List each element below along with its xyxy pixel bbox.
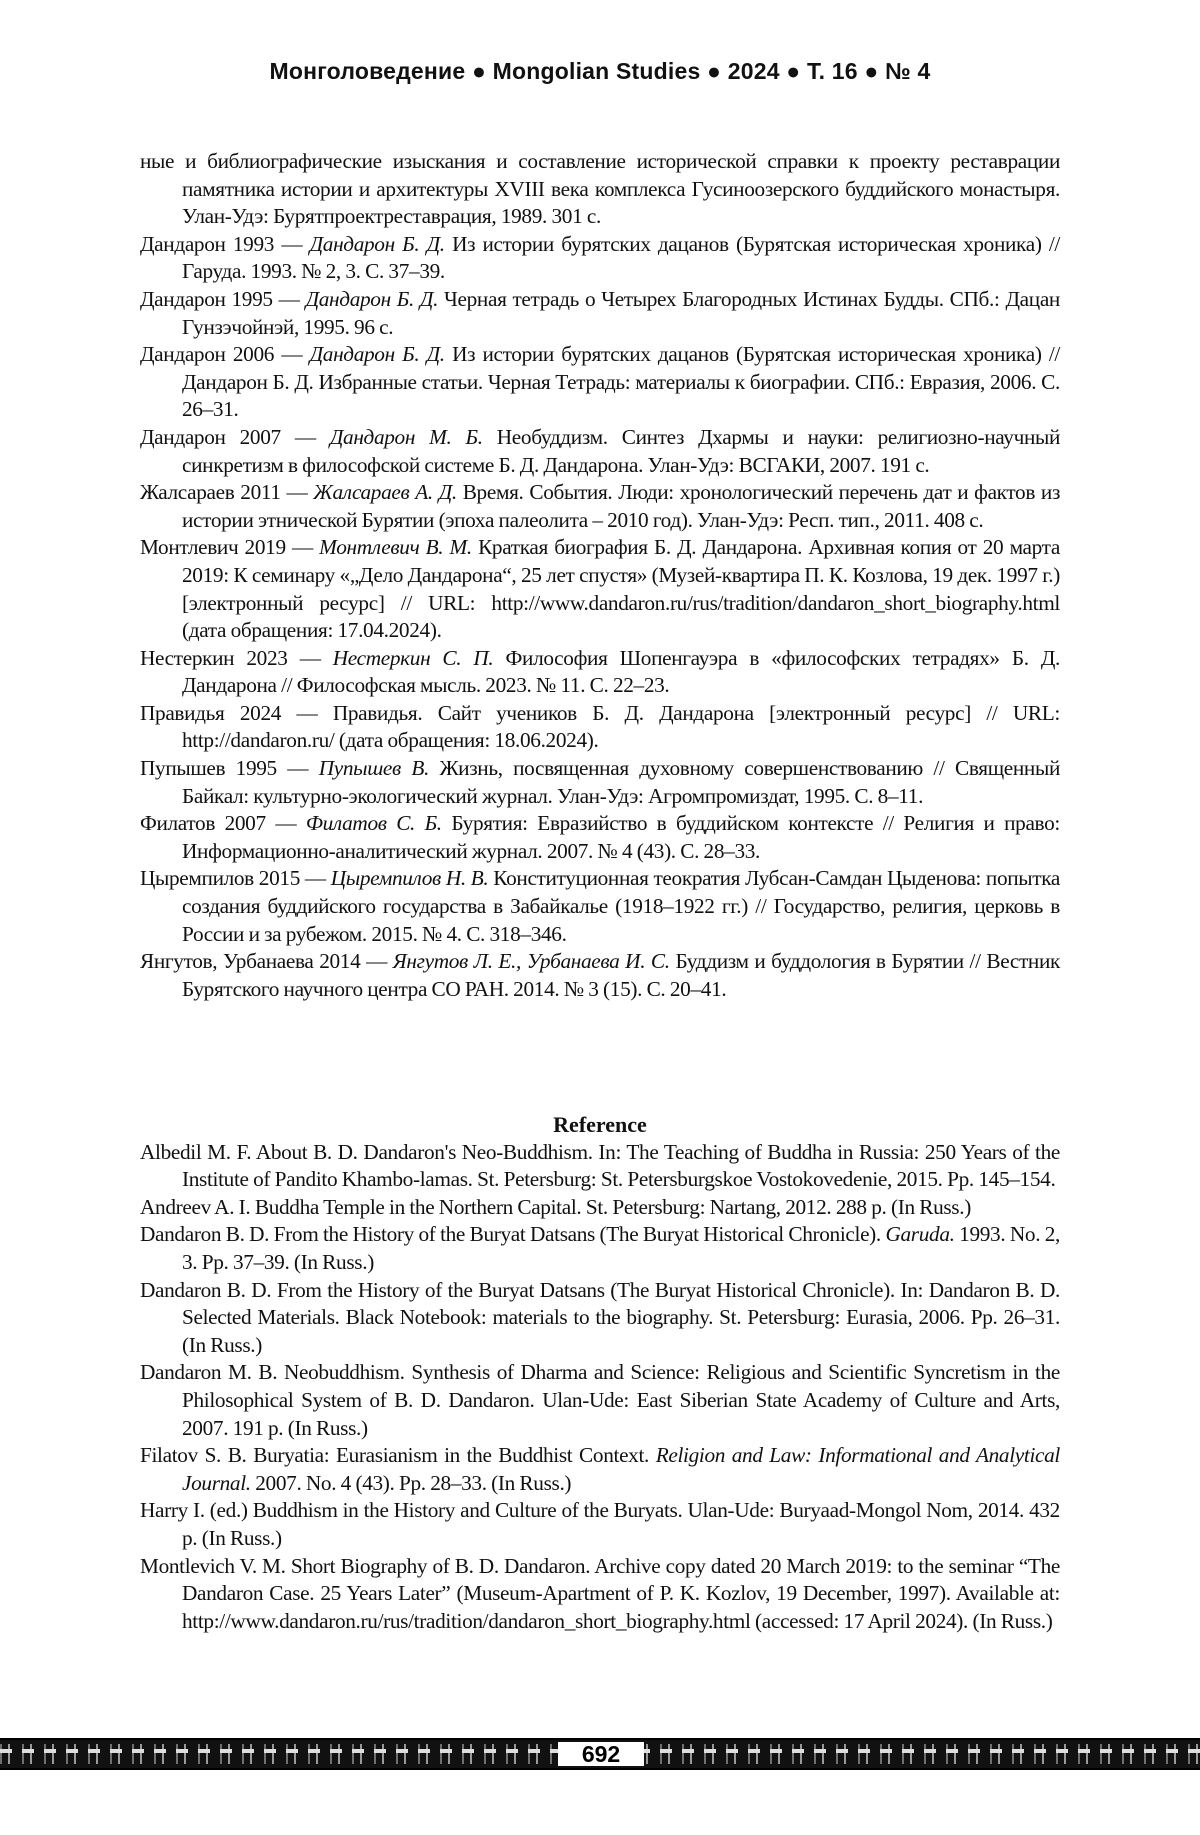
entry-text: Философия Шопенгауэра в «философских тетрадях» Б. Д. Дандарона // Философская мысль. 2023. № 11. С. 22–23. <box>182 646 1060 698</box>
bibliography-entry <box>140 810 1060 865</box>
bibliography-entry <box>140 1553 1060 1636</box>
bibliography-entry <box>140 424 1060 479</box>
entry-text: Dandaron B. D. From the History of the Buryat Datsans (The Buryat Historical Chronicle). <box>140 1222 885 1246</box>
bibliography-entry <box>140 341 1060 424</box>
entry-text: Дандарон 1993 — <box>140 232 310 256</box>
entry-text: Dandaron M. B. Neobuddhism. Synthesis of Dharma and Science: Religious and Scientific Syncretism in the Philosophical System of B. D. Dandaron. Ulan-Ude: East Siberian State Academy of Culture and Arts, 2007. 191 p. (In Russ.) <box>140 1360 1060 1439</box>
entry-text: Filatov S. B. Buryatia: Eurasianism in the Buddhist Context. <box>140 1443 656 1467</box>
bibliography-entry <box>140 948 1060 1003</box>
bibliography-entry <box>140 1194 1060 1222</box>
bibliography-entry <box>140 534 1060 644</box>
entry-text: Dandaron B. D. From the History of the Buryat Datsans (The Buryat Historical Chronicle). In: Dandaron B. D. Selected Materials. Black Notebook: materials to the biography. St. Petersburg: Eurasia, 2006. Pp. 26–31. (In Russ.) <box>140 1278 1060 1357</box>
entry-author-italic: Монтлевич В. М. <box>319 535 472 559</box>
entry-author-italic: Цыремпилов Н. В. <box>331 866 489 890</box>
reference-section <box>140 1111 1060 1635</box>
bibliography-entry <box>140 645 1060 700</box>
entry-text: 2007. No. 4 (43). Pp. 28–33. (In Russ.) <box>251 1471 571 1495</box>
bibliography-entry <box>140 865 1060 948</box>
entry-author-italic: Пупышев В. <box>319 756 429 780</box>
entry-text: Черная тетрадь о Четырех Благородных Истинах Будды. СПб.: Дацан Гунзэчойнэй, 1995. 96 с. <box>182 287 1060 339</box>
entry-text: Albedil M. F. About B. D. Dandaron's Neo-Buddhism. In: The Teaching of Buddha in Russia: 250 Years of the Institute of Pandito Khambo-lamas. St. Petersburg: St. Petersburgskoe Vostokovedenie, 2015. Pp. 145–154. <box>140 1140 1060 1192</box>
entry-text: Пупышев 1995 — <box>140 756 319 780</box>
entry-text: Буддизм и буддология в Бурятии // Вестник Бурятского научного центра СО РАН. 2014. № 3 (15). С. 20–41. <box>182 949 1060 1001</box>
entry-text: Время. События. Люди: хронологический перечень дат и фактов из истории этнической Бурятии (эпоха палеолита – 2010 год). Улан-Удэ: Респ. тип., 2011. 408 с. <box>182 480 1060 532</box>
english-reference-list <box>140 1139 1060 1636</box>
ornamental-footer-band <box>0 1738 1200 1770</box>
entry-text: Конституционная теократия Лубсан-Самдан Цыденова: попытка создания буддийского государства в Забайкалье (1918–1922 гг.) // Государство, религия, церковь в России и за рубежом. 2015. № 4. С. 318–346. <box>182 866 1060 945</box>
entry-text: Янгутов, Урбанаева 2014 — <box>140 949 393 973</box>
entry-text: Цыремпилов 2015 — <box>140 866 331 890</box>
entry-author-italic: Дандарон Б. Д. <box>306 287 439 311</box>
entry-text: Из истории бурятских дацанов (Бурятская историческая хроника) // Дандарон Б. Д. Избранные статьи. Черная Тетрадь: материалы к биографии. СПб.: Евразия, 2006. С. 26–31. <box>182 342 1060 421</box>
bibliography-entry <box>140 1442 1060 1497</box>
bibliography-entry <box>140 1139 1060 1194</box>
bibliography-entry <box>140 700 1060 755</box>
entry-author-italic: Дандарон Б. Д. <box>310 342 445 366</box>
entry-text: Дандарон 2007 — <box>140 425 330 449</box>
entry-text: Необуддизм. Синтез Дхармы и науки: религиозно-научный синкретизм в философской системе Б. Д. Дандарона. Улан-Удэ: ВСГАКИ, 2007. 191 с. <box>182 425 1060 477</box>
entry-text: Жалсараев 2011 — <box>140 480 313 504</box>
entry-text: Harry I. (ed.) Buddhism in the History and Culture of the Buryats. Ulan-Ude: Buryaad-Mongol Nom, 2014. 432 p. (In Russ.) <box>140 1498 1060 1550</box>
entry-text: 1993. No. 2, 3. Pp. 37–39. (In Russ.) <box>182 1222 1060 1274</box>
bibliography-entry <box>140 1497 1060 1552</box>
bibliography-entry <box>140 1277 1060 1360</box>
entry-text: Краткая биография Б. Д. Дандарона. Архивная копия от 20 марта 2019: К семинару «„Дело Дандарона“, 25 лет спустя» (Музей-квартира П. К. Козлова, 19 дек. 1997 г.) [электронный ресурс] // URL: http://www.dandaron.ru/rus/tradition/dandaron_short_biography.html (дата обращения: 17.04.2024). <box>182 535 1060 642</box>
entry-text: Нестеркин 2023 — <box>140 646 333 670</box>
bibliography-entry <box>140 479 1060 534</box>
entry-text: Правидья 2024 — Правидья. Сайт учеников Б. Д. Дандарона [электронный ресурс] // URL: http://dandaron.ru/ (дата обращения: 18.06.2024). <box>140 701 1060 753</box>
page-number: 692 <box>558 1742 644 1766</box>
bibliography-entry <box>140 755 1060 810</box>
bibliography-entry <box>140 148 1060 231</box>
entry-text: ные и библиографические изыскания и составление исторической справки к проекту реставрации памятника истории и архитектуры XVIII века комплекса Гусиноозерского буддийского монастыря. Улан-Удэ: Бурятпроектреставрация, 1989. 301 с. <box>140 149 1060 228</box>
entry-text: Montlevich V. M. Short Biography of B. D. Dandaron. Archive copy dated 20 March 2019: to the seminar “The Dandaron Case. 25 Years Later” (Museum-Apartment of P. K. Kozlov, 19 December, 1997). Available at: http://www.dandaron.ru/rus/tradition/dandaron_short_biography.html (accessed: 17 April 2024). (In Russ.) <box>140 1554 1060 1633</box>
entry-author-italic: Garuda. <box>885 1222 954 1246</box>
journal-running-header: Монголоведение ● Mongolian Studies ● 2024 ● Т. 16 ● № 4 <box>0 58 1200 85</box>
entry-author-italic: Дандарон Б. Д. <box>310 232 445 256</box>
entry-author-italic: Жалсараев А. Д. <box>313 480 457 504</box>
entry-text: Дандарон 1995 — <box>140 287 306 311</box>
russian-bibliography-list <box>140 148 1060 1003</box>
entry-text: Из истории бурятских дацанов (Бурятская историческая хроника) // Гаруда. 1993. № 2, 3. С. 37–39. <box>182 232 1060 284</box>
bibliography-entry <box>140 1221 1060 1276</box>
entry-author-italic: Дандарон М. Б. <box>330 425 483 449</box>
entry-author-italic: Religion and Law: Informational and Analytical Journal. <box>182 1443 1060 1495</box>
entry-text: Филатов 2007 — <box>140 811 306 835</box>
entry-text: Дандарон 2006 — <box>140 342 310 366</box>
entry-text: Andreev A. I. Buddha Temple in the Northern Capital. St. Petersburg: Nartang, 2012. 288 p. (In Russ.) <box>140 1195 971 1219</box>
entry-text: Бурятия: Евразийство в буддийском контексте // Религия и право: Информационно-аналитический журнал. 2007. № 4 (43). С. 28–33. <box>182 811 1060 863</box>
bibliography-entry <box>140 231 1060 286</box>
entry-text: Монтлевич 2019 — <box>140 535 319 559</box>
entry-author-italic: Нестеркин С. П. <box>333 646 494 670</box>
entry-author-italic: Янгутов Л. Е., Урбанаева И. С. <box>393 949 670 973</box>
entry-author-italic: Филатов С. Б. <box>306 811 442 835</box>
bibliography-entry <box>140 286 1060 341</box>
entry-text: Жизнь, посвященная духовному совершенствованию // Священный Байкал: культурно-экологический журнал. Улан-Удэ: Агромпромиздат, 1995. С. 8–11. <box>182 756 1060 808</box>
bibliography-entry <box>140 1359 1060 1442</box>
reference-heading: Reference <box>140 1111 1060 1139</box>
